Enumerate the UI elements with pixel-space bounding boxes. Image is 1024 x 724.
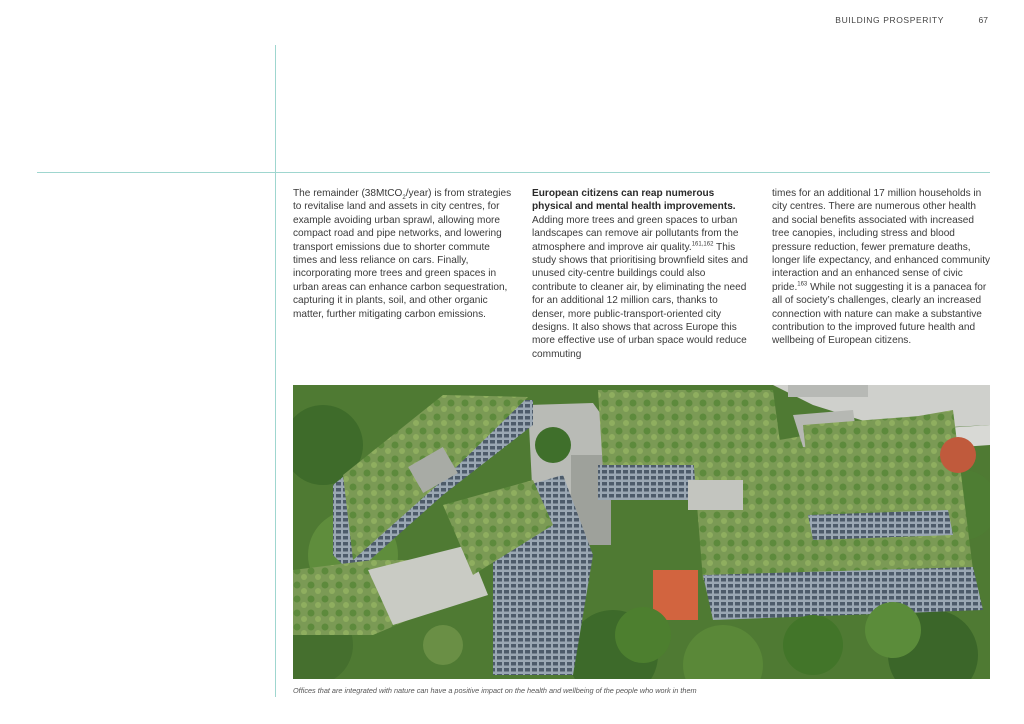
vertical-divider-rule [275, 45, 276, 697]
running-header-section: BUILDING PROSPERITY [835, 15, 944, 25]
horizontal-divider-rule [37, 172, 990, 173]
paragraph-benefits [772, 187, 994, 348]
text-span: times for an additional 17 million households in city centres. There are numerous other health and social benefits associated with increased tree canopies, including stress and blood pressure reduction, fewer premature deaths, longer life expectancy, and enhanced community interaction and an enhanced sense of civic pride. [772, 188, 991, 293]
subscript: 2 [402, 195, 406, 202]
text-column-1 [293, 187, 513, 321]
text-column-2 [532, 187, 752, 361]
lead-in-bold: European citizens can reap numerous physical and mental health improvements. [532, 188, 736, 213]
reference-superscript: 163 [797, 281, 808, 288]
text-span: Adding more trees and green spaces to urban landscapes can remove air pollutants from the atmosphere and improve air quality. [532, 214, 739, 253]
aerial-photo-green-roof-offices [293, 385, 990, 679]
paragraph-remainder [293, 187, 513, 321]
text-span: While not suggesting it is a panacea for all of society’s challenges, clearly an increased connection with nature can make a substantive contribution to the improved future health and wellbeing of European citizens. [772, 281, 987, 347]
reference-superscript: 161,162 [691, 241, 714, 248]
text-span: The remainder (38MtCO [293, 188, 403, 199]
text-span: /year) is from strategies to revitalise land and assets in city centres, for example avoiding urban sprawl, allowing more compact road and pipe networks, and lowering transport emissions due to shorter commute times and less reliance on cars. Finally, incorporating more trees and green spaces in urban areas can enhance carbon sequestration, capturing it in plants, soil, and other organic matter, further mitigating carbon emissions. [293, 188, 512, 320]
page-number: 67 [978, 15, 988, 25]
photo-caption: Offices that are integrated with nature can have a positive impact on the health and wellbeing of the people who work in them [293, 686, 697, 695]
text-span: This study shows that prioritising brownfield sites and unused city-centre buildings could also contribute to cleaner air, by eliminating the need for an additional 12 million cars, thanks to denser, more public-transport-oriented city designs. It also shows that across Europe this more effective use of urban space would reduce commuting [532, 241, 749, 360]
paragraph-health [532, 187, 752, 361]
text-column-3 [772, 187, 994, 348]
